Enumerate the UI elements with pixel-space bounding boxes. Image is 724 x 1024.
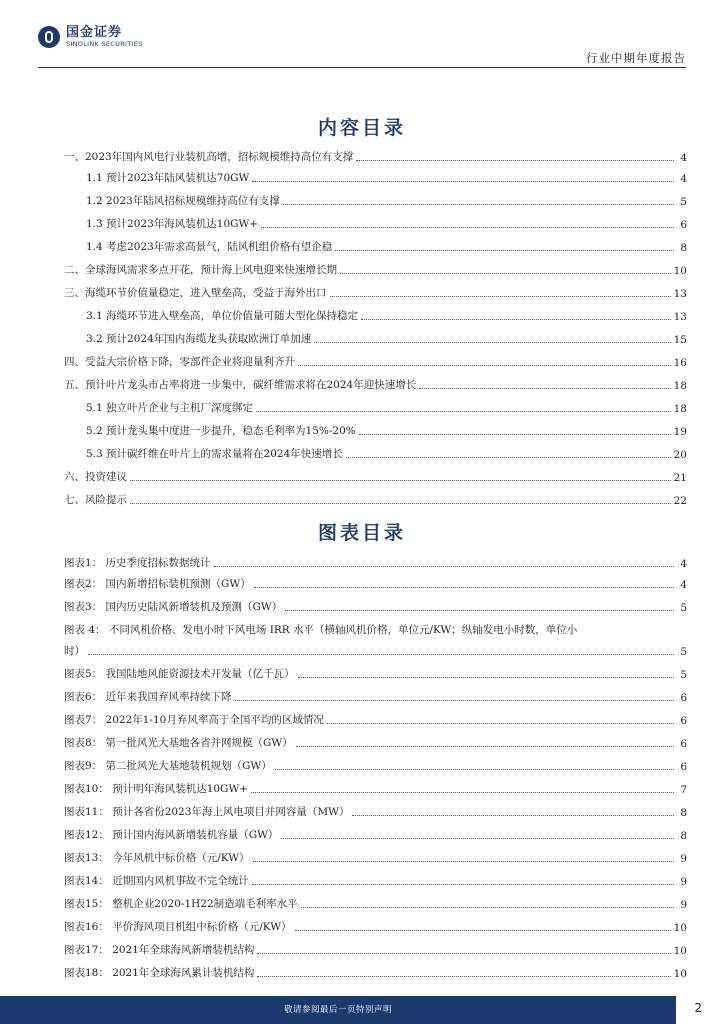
toc-entry-page: 20 bbox=[673, 449, 687, 461]
dot-leader bbox=[252, 884, 674, 885]
toc-entry[interactable] bbox=[64, 920, 687, 934]
toc-entry[interactable] bbox=[64, 286, 687, 300]
toc-entry-label: 3.2 预计2024年国内海缆龙头获取欧洲订单加速 bbox=[86, 333, 312, 345]
toc-entry-page: 21 bbox=[673, 472, 687, 484]
dot-leader bbox=[361, 319, 671, 320]
toc-entry-label: 1.2 2023年陆风招标规模维持高位有支撑 bbox=[86, 195, 280, 207]
toc-entry-label: 5.3 预计碳纤维在叶片上的需求量将在2024年快速增长 bbox=[86, 448, 343, 460]
toc-entry[interactable] bbox=[64, 577, 687, 591]
toc-entry-label: 1.4 考虑2023年需求高景气，陆风机组价格有望企稳 bbox=[86, 241, 333, 253]
toc-entry-label: 四、受益大宗价格下降，零部件企业将迎量利齐升 bbox=[64, 356, 295, 368]
toc-entry-page: 9 bbox=[680, 876, 687, 888]
dot-leader bbox=[359, 434, 671, 435]
toc-entry[interactable] bbox=[86, 401, 687, 415]
toc-entry-page: 8 bbox=[680, 242, 687, 254]
toc-entry-page: 10 bbox=[673, 945, 687, 957]
toc-entry[interactable] bbox=[64, 355, 687, 369]
dot-leader bbox=[285, 610, 674, 611]
toc-entry[interactable] bbox=[64, 759, 687, 773]
toc-entry-page: 6 bbox=[680, 761, 687, 773]
toc-entry[interactable] bbox=[86, 332, 687, 346]
toc-entry-page: 10 bbox=[673, 265, 687, 277]
dot-leader bbox=[252, 181, 674, 182]
toc-entry-page: 4 bbox=[680, 173, 687, 185]
toc-entry-label: 图表2： 国内新增招标装机预测（GW） bbox=[64, 578, 251, 590]
toc-entry[interactable] bbox=[86, 194, 687, 208]
dot-leader bbox=[214, 566, 674, 567]
dot-leader bbox=[235, 700, 674, 701]
dot-leader bbox=[327, 723, 674, 724]
toc-entry-page: 16 bbox=[673, 357, 687, 369]
toc-entry-page: 18 bbox=[673, 380, 687, 392]
toc-entry[interactable] bbox=[64, 874, 687, 888]
toc-entry-label: 1.1 预计2023年陆风装机达70GW bbox=[86, 172, 250, 184]
toc-entry[interactable] bbox=[64, 897, 687, 911]
toc-entry-label: 图表17： 2021年全球海风新增装机结构 bbox=[64, 944, 255, 956]
toc-entry[interactable] bbox=[64, 805, 687, 819]
logo-chinese-name: 国金证券 bbox=[66, 25, 123, 41]
toc-entry-label: 图表15： 整机企业2020-1H22制造端毛利率水平 bbox=[64, 898, 298, 910]
toc-entry-label: 图表16： 平价海风项目机组中标价格（元/KW） bbox=[64, 921, 292, 933]
toc-entry[interactable] bbox=[64, 263, 687, 277]
dot-leader bbox=[330, 296, 671, 297]
toc-entry-page: 22 bbox=[673, 495, 687, 507]
toc-entry[interactable] bbox=[64, 150, 687, 164]
toc-entry-page: 4 bbox=[680, 558, 687, 570]
dot-leader bbox=[283, 204, 674, 205]
toc-entry[interactable] bbox=[64, 378, 687, 392]
toc-entry-page: 19 bbox=[673, 426, 687, 438]
dot-leader bbox=[314, 342, 670, 343]
dot-leader bbox=[295, 930, 671, 931]
toc-entry-label: 图表6： 近年来我国弃风率持续下降 bbox=[64, 691, 232, 703]
toc-entry-page: 6 bbox=[680, 738, 687, 750]
toc-entry[interactable] bbox=[64, 470, 687, 484]
dot-leader bbox=[301, 907, 674, 908]
toc-entry[interactable] bbox=[64, 600, 687, 614]
contents-title: 内容目录 bbox=[317, 117, 406, 139]
toc-entry-label: 三、海缆环节价值量稳定，进入壁垒高，受益于海外出口 bbox=[64, 287, 327, 299]
logo-english-name: SINOLINK SECURITIES bbox=[66, 40, 143, 49]
toc-entry-page: 6 bbox=[680, 692, 687, 704]
toc-entry[interactable] bbox=[64, 667, 687, 681]
dot-leader bbox=[130, 480, 671, 481]
header-divider bbox=[38, 67, 686, 68]
toc-entry-page: 5 bbox=[680, 196, 687, 208]
dot-leader bbox=[257, 976, 670, 977]
toc-entry[interactable] bbox=[86, 424, 687, 438]
dot-leader bbox=[298, 677, 674, 678]
toc-entry-label: 3.1 海缆环节进入壁垒高，单位价值量可随大型化保持稳定 bbox=[86, 310, 359, 322]
toc-entry-label-continued: 时） bbox=[64, 645, 85, 657]
toc-entry[interactable] bbox=[64, 828, 687, 842]
toc-entry[interactable] bbox=[64, 943, 687, 957]
dot-leader bbox=[257, 953, 670, 954]
toc-entry-label: 图表1： 历史季度招标数据统计 bbox=[64, 557, 211, 569]
toc-entry[interactable] bbox=[86, 171, 687, 185]
toc-entry-label: 图表 4： 不同风机价格、发电小时下风电场 IRR 水平（横轴风机价格，单位元/KW；纵轴发电小时数，单位小 bbox=[64, 624, 578, 636]
figures-title: 图表目录 bbox=[317, 522, 406, 544]
dot-leader bbox=[256, 411, 671, 412]
toc-entry[interactable] bbox=[64, 493, 687, 507]
toc-entry-label: 图表7： 2022年1-10月弃风率高于全国平均的区域情况 bbox=[64, 714, 324, 726]
toc-entry-page: 6 bbox=[680, 219, 687, 231]
dot-leader bbox=[419, 388, 670, 389]
toc-entry-page: 8 bbox=[680, 830, 687, 842]
report-type: 行业中期年度报告 bbox=[586, 51, 686, 65]
toc-entry-page: 4 bbox=[680, 579, 687, 591]
dot-leader bbox=[346, 457, 671, 458]
toc-entry-label: 图表13： 今年风机中标价格（元/KW） bbox=[64, 852, 250, 864]
toc-entry-label: 一、2023年国内风电行业装机高增，招标规模维持高位有支撑 bbox=[64, 151, 354, 163]
company-logo bbox=[38, 26, 143, 48]
toc-entry-page: 9 bbox=[680, 853, 687, 865]
toc-entry[interactable] bbox=[64, 736, 687, 750]
toc-entry[interactable] bbox=[86, 309, 687, 323]
toc-entry-page: 8 bbox=[680, 807, 687, 819]
toc-entry-label: 1.3 预计2023年海风装机达10GW+ bbox=[86, 218, 259, 230]
toc-entry[interactable] bbox=[64, 713, 687, 727]
dot-leader bbox=[253, 861, 675, 862]
toc-entry-page: 10 bbox=[673, 922, 687, 934]
dot-leader bbox=[281, 838, 674, 839]
toc-entry-label: 五、预计叶片龙头市占率将进一步集中，碳纤维需求将在2024年迎快速增长 bbox=[64, 379, 417, 391]
dot-leader bbox=[275, 769, 674, 770]
toc-entry-page: 15 bbox=[673, 334, 687, 346]
toc-entry[interactable] bbox=[86, 217, 687, 231]
toc-entry-label: 5.2 预计龙头集中度进一步提升，稳态毛利率为15%-20% bbox=[86, 425, 356, 437]
toc-entry-page: 5 bbox=[680, 646, 687, 658]
dot-leader bbox=[298, 365, 671, 366]
dot-leader bbox=[356, 160, 674, 161]
page-number: 2 bbox=[694, 1001, 702, 1015]
dot-leader bbox=[335, 250, 674, 251]
toc-entry-label: 二、全球海风需求多点开花，预计海上风电迎来快速增长期 bbox=[64, 264, 337, 276]
dot-leader bbox=[251, 792, 674, 793]
toc-entry-label: 图表3： 国内历史陆风新增装机及预测（GW） bbox=[64, 601, 283, 613]
toc-entry[interactable] bbox=[64, 851, 687, 865]
toc-entry-page: 5 bbox=[680, 602, 687, 614]
toc-entry[interactable] bbox=[64, 966, 687, 980]
toc-entry-label: 5.1 独立叶片企业与主机厂深度绑定 bbox=[86, 402, 254, 414]
toc-entry-page: 13 bbox=[673, 288, 687, 300]
footer-disclaimer: 敬请参阅最后一页特别声明 bbox=[283, 1005, 392, 1015]
toc-entry-label: 图表12： 预计国内海风新增装机容量（GW） bbox=[64, 829, 279, 841]
toc-entry[interactable] bbox=[64, 782, 687, 796]
dot-leader bbox=[352, 815, 674, 816]
toc-entry-label: 图表10： 预计明年海风装机达10GW+ bbox=[64, 783, 249, 795]
toc-entry-page: 18 bbox=[673, 403, 687, 415]
dot-leader bbox=[296, 746, 674, 747]
toc-entry-page: 9 bbox=[680, 899, 687, 911]
dot-leader bbox=[130, 503, 671, 504]
toc-entry-page: 6 bbox=[680, 715, 687, 727]
toc-entry-page: 10 bbox=[673, 968, 687, 980]
toc-entry-page: 5 bbox=[680, 669, 687, 681]
toc-entry-label: 六、投资建议 bbox=[64, 471, 127, 483]
toc-entry[interactable] bbox=[86, 447, 687, 461]
toc-entry[interactable] bbox=[64, 690, 687, 704]
dot-leader bbox=[340, 273, 671, 274]
toc-entry[interactable] bbox=[86, 240, 687, 254]
toc-entry-page: 4 bbox=[680, 152, 687, 164]
toc-entry[interactable] bbox=[64, 556, 687, 570]
dot-leader bbox=[261, 227, 674, 228]
toc-entry-page: 7 bbox=[680, 784, 687, 796]
toc-entry-label: 图表9： 第二批风光大基地装机规划（GW） bbox=[64, 760, 272, 772]
dot-leader bbox=[254, 587, 674, 588]
page-header bbox=[0, 0, 724, 70]
toc-entry-label: 图表5： 我国陆地风能资源技术开发量（亿千瓦） bbox=[64, 668, 295, 680]
toc-entry-label: 图表8： 第一批风光大基地各省并网规模（GW） bbox=[64, 737, 293, 749]
dot-leader bbox=[88, 654, 674, 655]
toc-entry-label: 图表14： 近期国内风机事故不完全统计 bbox=[64, 875, 249, 887]
toc-entry-continuation[interactable] bbox=[64, 644, 687, 658]
toc-entry-page: 13 bbox=[673, 311, 687, 323]
toc-entry[interactable] bbox=[64, 623, 687, 637]
sinolink-logo-icon bbox=[38, 26, 60, 48]
toc-entry-label: 七、风险提示 bbox=[64, 494, 127, 506]
toc-entry-label: 图表18： 2021年全球海风累计装机结构 bbox=[64, 967, 255, 979]
toc-entry-label: 图表11： 预计各省份2023年海上风电项目并网容量（MW） bbox=[64, 806, 350, 818]
